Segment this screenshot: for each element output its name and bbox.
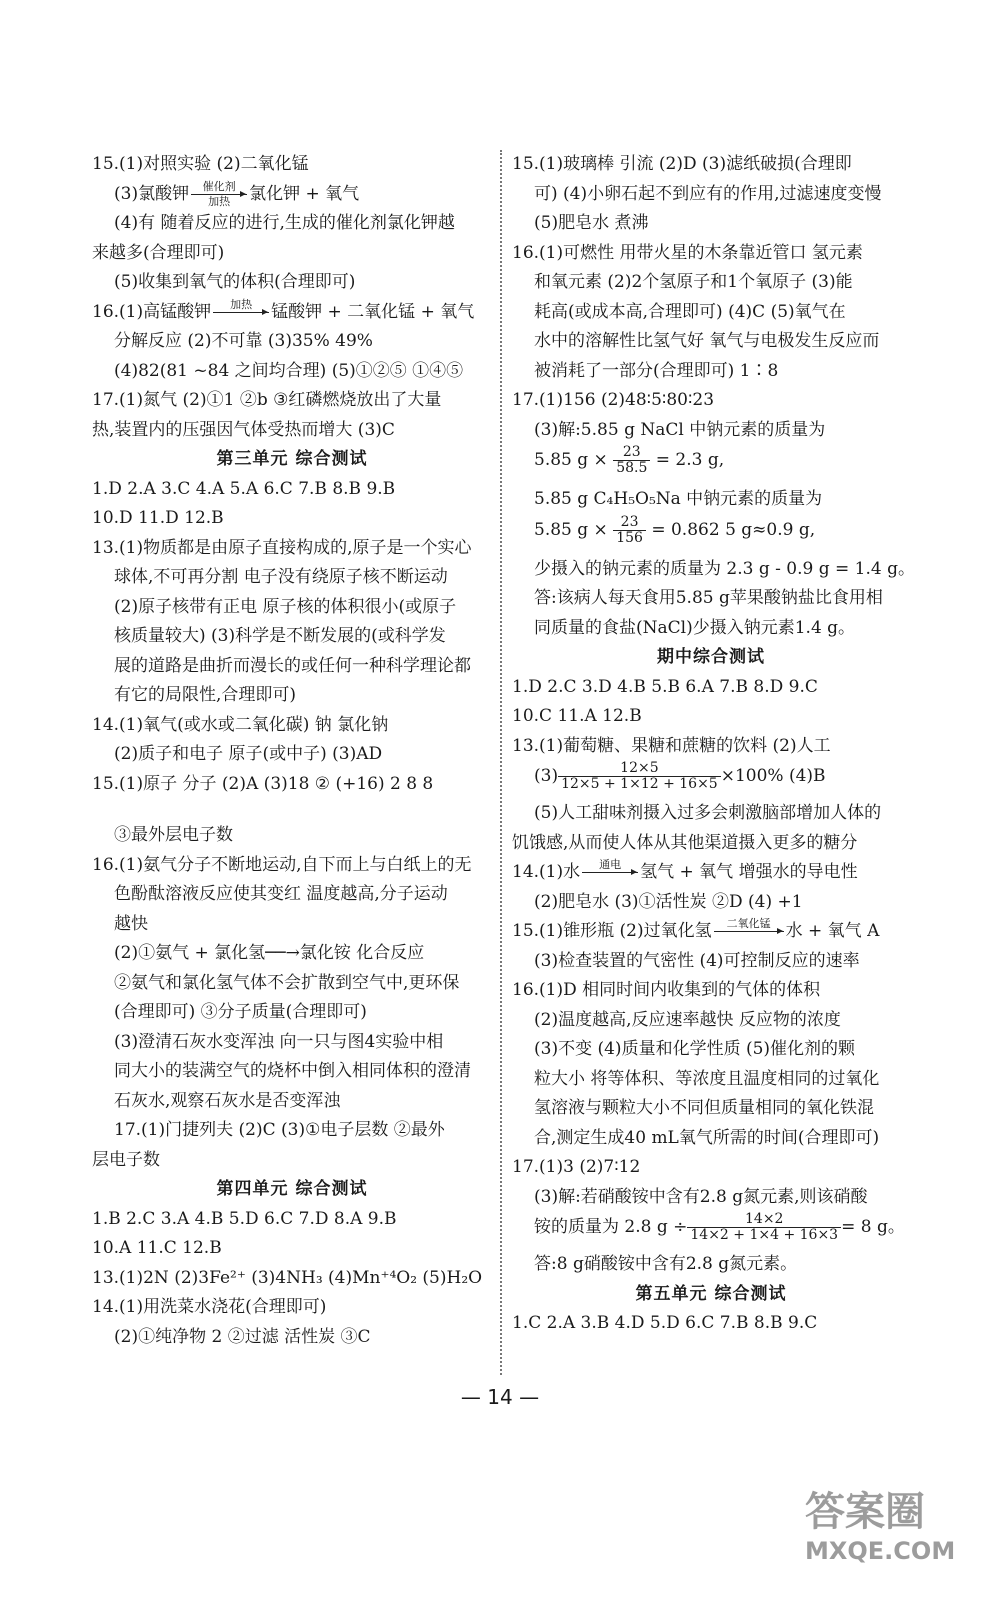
answer-line: (4)有 随着反应的进行,生成的催化剂氯化钾越 xyxy=(114,213,455,233)
answer-line: 少摄入的钠元素的质量为 2.3 g - 0.9 g = 1.4 g。 xyxy=(534,558,915,579)
answer-line: (2)肥皂水 (3)①活性炭 ②D (4) +1 xyxy=(534,891,803,912)
right-column xyxy=(512,150,915,1339)
equation-line: (3)氯酸钾 催化剂 加热 氯化钾 + 氧气 xyxy=(114,179,360,208)
answer-line: 分解反应 (2)不可靠 (3)35% 49% xyxy=(114,331,373,351)
answer-line: (3)不变 (4)质量和化学性质 (5)催化剂的颗 xyxy=(534,1039,856,1059)
fraction: $\frac{23}{58.5}$ xyxy=(613,445,650,476)
answer-line: 粒大小 将等体积、等浓度且温度相同的过氧化 xyxy=(534,1068,880,1089)
answer-line: 10.A 11.C 12.B xyxy=(92,1238,222,1258)
answer-line: (3)检查装置的气密性 (4)可控制反应的速率 xyxy=(534,950,860,971)
answer-line: (2)温度越高,反应速率越快 反应物的浓度 xyxy=(534,1009,841,1030)
answer-line: (2)质子和电子 原子(或中子) (3)AD xyxy=(114,744,383,764)
reaction-arrow: 二氧化锰 xyxy=(714,931,784,932)
answer-line: 1.D 2.C 3.D 4.B 5.B 6.A 7.B 8.D 9.C xyxy=(512,676,818,697)
answer-line: 热,装置内的压强因气体受热而增大 (3)C xyxy=(92,419,395,440)
answer-line: (5)肥皂水 煮沸 xyxy=(534,213,649,233)
answer-line: (合理即可) ③分子质量(合理即可) xyxy=(114,1002,367,1022)
reaction-arrow: 催化剂 加热 xyxy=(191,194,247,195)
answer-line: 16.(1)可燃性 用带火星的木条靠近管口 氢元素 xyxy=(512,242,863,263)
answer-line: 13.(1)2N (2)3Fe²⁺ (3)4NH₃ (4)Mn⁺⁴O₂ (5)H₂O xyxy=(92,1267,483,1288)
answer-line: 色酚酞溶液反应使其变红 温度越高,分子运动 xyxy=(114,884,448,904)
answer-line: (4)82(81 ~84 之间均合理) (5)①②⑤ ①④⑤ xyxy=(114,360,464,381)
answer-line: 核质量较大) (3)科学是不断发展的(或科学发 xyxy=(114,626,446,646)
watermark-logo: 答案圈 MXQE.COM xyxy=(805,1489,956,1565)
fraction: $\frac{23}{156}$ xyxy=(613,515,646,546)
answer-line: 越快 xyxy=(114,913,148,934)
answer-line: 同质量的食盐(NaCl)少摄入钠元素1.4 g。 xyxy=(534,617,856,638)
answer-line: (5)收集到氧气的体积(合理即可) xyxy=(114,272,356,292)
reaction-arrow: 通电 xyxy=(582,872,638,873)
answer-line: 合,测定生成40 mL氧气所需的时间(合理即可) xyxy=(534,1127,880,1148)
answer-line: 球体,不可再分割 电子没有绕原子核不断运动 xyxy=(114,567,448,587)
answer-line: 15.(1)对照实验 (2)二氧化锰 xyxy=(92,154,309,174)
answer-line: 1.D 2.A 3.C 4.A 5.A 6.C 7.B 8.B 9.B xyxy=(92,478,396,499)
fraction-line: 铵的质量为 2.8 g ÷ $\frac{14\times 2}{14\times 2 + 1\times 4 + 16\times 3}$ = 8 g。 xyxy=(534,1211,905,1243)
answer-line: 16.(1)D 相同时间内收集到的气体的体积 xyxy=(512,980,821,1000)
fraction: $\frac{14\times 2}{14\times 2 + 1\times 4 + 16\times 3}$ xyxy=(687,1212,841,1243)
answer-line: 来越多(合理即可) xyxy=(92,242,225,263)
column-divider xyxy=(500,150,502,1375)
answer-line: 10.D 11.D 12.B xyxy=(92,508,224,528)
answer-line: 1.C 2.A 3.B 4.D 5.D 6.C 7.B 8.B 9.C xyxy=(512,1313,818,1333)
answer-line: 饥饿感,从而使人体从其他渠道摄入更多的糖分 xyxy=(512,832,858,853)
fraction-line: 5.85 g × $\frac{23}{58.5}$ = 2.3 g, xyxy=(534,444,725,476)
answer-line: 和氧元素 (2)2个氢原子和1个氧原子 (3)能 xyxy=(534,272,853,292)
answer-line: ③最外层电子数 xyxy=(114,825,233,845)
reaction-arrow: 加热 xyxy=(213,312,269,313)
answer-line: 17.(1)氮气 (2)①1 ②b ③红磷燃烧放出了大量 xyxy=(92,390,442,410)
answer-line: 氢溶液与颗粒大小不同但质量相同的氧化铁混 xyxy=(534,1098,874,1118)
answer-line: 水中的溶解性比氢气好 氧气与电极发生反应而 xyxy=(534,331,880,351)
answer-line: (3)解:若硝酸铵中含有2.8 g氮元素,则该硝酸 xyxy=(534,1186,868,1207)
section-heading: 第五单元 综合测试 xyxy=(635,1283,787,1304)
answer-line: (3)澄清石灰水变浑浊 向一只与图4实验中相 xyxy=(114,1031,444,1052)
answer-line: 13.(1)葡萄糖、果糖和蔗糖的饮料 (2)人工 xyxy=(512,735,831,756)
answer-line: 17.(1)156 (2)48∶5∶80∶23 xyxy=(512,390,715,410)
answer-line: 14.(1)用洗菜水浇花(合理即可) xyxy=(92,1297,327,1317)
answer-line: 答:该病人每天食用5.85 g苹果酸钠盐比食用相 xyxy=(534,588,883,608)
answer-line: 层电子数 xyxy=(92,1149,160,1170)
unit3-answers xyxy=(92,475,492,1176)
answer-line: 16.(1)氨气分子不断地运动,自下而上与白纸上的无 xyxy=(92,854,472,875)
answer-line: 17.(1)3 (2)7∶12 xyxy=(512,1157,641,1177)
answer-line: 1.B 2.C 3.A 4.B 5.D 6.C 7.D 8.A 9.B xyxy=(92,1208,397,1229)
answer-line: 被消耗了一部分(合理即可) 1∶8 xyxy=(534,360,779,381)
fraction-line: (3) $\frac{12\times 5}{12\times 5 + 1\times 12 + 16\times 5}$ ×100% (4)B xyxy=(534,760,826,792)
equation-line: 15.(1)锥形瓶 (2)过氧化氢 二氧化锰 水 + 氧气 A xyxy=(512,917,880,941)
section-heading: 第三单元 综合测试 xyxy=(216,449,368,469)
answer-line: 展的道路是曲折而漫长的或任何一种科学理论都 xyxy=(114,655,471,676)
answer-line: (3)解:5.85 g NaCl 中钠元素的质量为 xyxy=(534,419,826,440)
fraction-line: 5.85 g × $\frac{23}{156}$ = 0.862 5 g≈0.9 g, xyxy=(534,513,816,546)
equation-line: 16.(1)高锰酸钾 加热 锰酸钾 + 二氧化锰 + 氧气 xyxy=(92,297,475,322)
answer-line: (2)①氨气 + 氯化氢──→氯化铵 化合反应 xyxy=(114,943,425,963)
equation-line: 14.(1)水 通电 氢气 + 氧气 增强水的导电性 xyxy=(512,858,858,882)
page-number: — 14 — xyxy=(460,1385,540,1409)
answer-line: 耗高(或成本高,合理即可) (4)C (5)氧气在 xyxy=(534,301,846,322)
answer-line: (2)原子核带有正电 原子核的体积很小(或原子 xyxy=(114,596,457,617)
answer-line: 答:8 g硝酸铵中含有2.8 g氮元素。 xyxy=(534,1254,798,1274)
answer-line: 同大小的装满空气的烧杯中倒入相同体积的澄清 xyxy=(114,1061,471,1081)
answer-line: 15.(1)原子 分子 (2)A (3)18 ② (+16) 2 8 8 xyxy=(92,773,434,794)
answer-line: (5)人工甜味剂摄入过多会刺激脑部增加人体的 xyxy=(534,803,882,823)
answer-line: 石灰水,观察石灰水是否变浑浊 xyxy=(114,1090,341,1111)
answer-line: ②氨气和氯化氢气体不会扩散到空气中,更环保 xyxy=(114,972,460,993)
answer-line: 15.(1)玻璃棒 引流 (2)D (3)滤纸破损(合理即 xyxy=(512,154,852,174)
answer-line: 5.85 g C₄H₅O₅Na 中钠元素的质量为 xyxy=(534,489,823,509)
answer-line: 有它的局限性,合理即可) xyxy=(114,685,297,705)
answer-line: 13.(1)物质都是由原子直接构成的,原子是一个实心 xyxy=(92,537,472,558)
answer-line: 10.C 11.A 12.B xyxy=(512,706,642,726)
answer-line: (2)①纯净物 2 ②过滤 活性炭 ③C xyxy=(114,1326,371,1347)
answer-line: 14.(1)氧气(或水或二氧化碳) 钠 氯化钠 xyxy=(92,714,389,735)
fraction: $\frac{12\times 5}{12\times 5 + 1\times 12 + 16\times 5}$ xyxy=(558,761,721,792)
answer-line: 可) (4)小卵石起不到应有的作用,过滤速度变慢 xyxy=(534,183,882,204)
answer-line: 17.(1)门捷列夫 (2)C (3)①电子层数 ②最外 xyxy=(114,1120,445,1140)
section-heading: 期中综合测试 xyxy=(657,647,765,667)
left-column xyxy=(92,150,492,1352)
section-heading: 第四单元 综合测试 xyxy=(216,1179,368,1199)
